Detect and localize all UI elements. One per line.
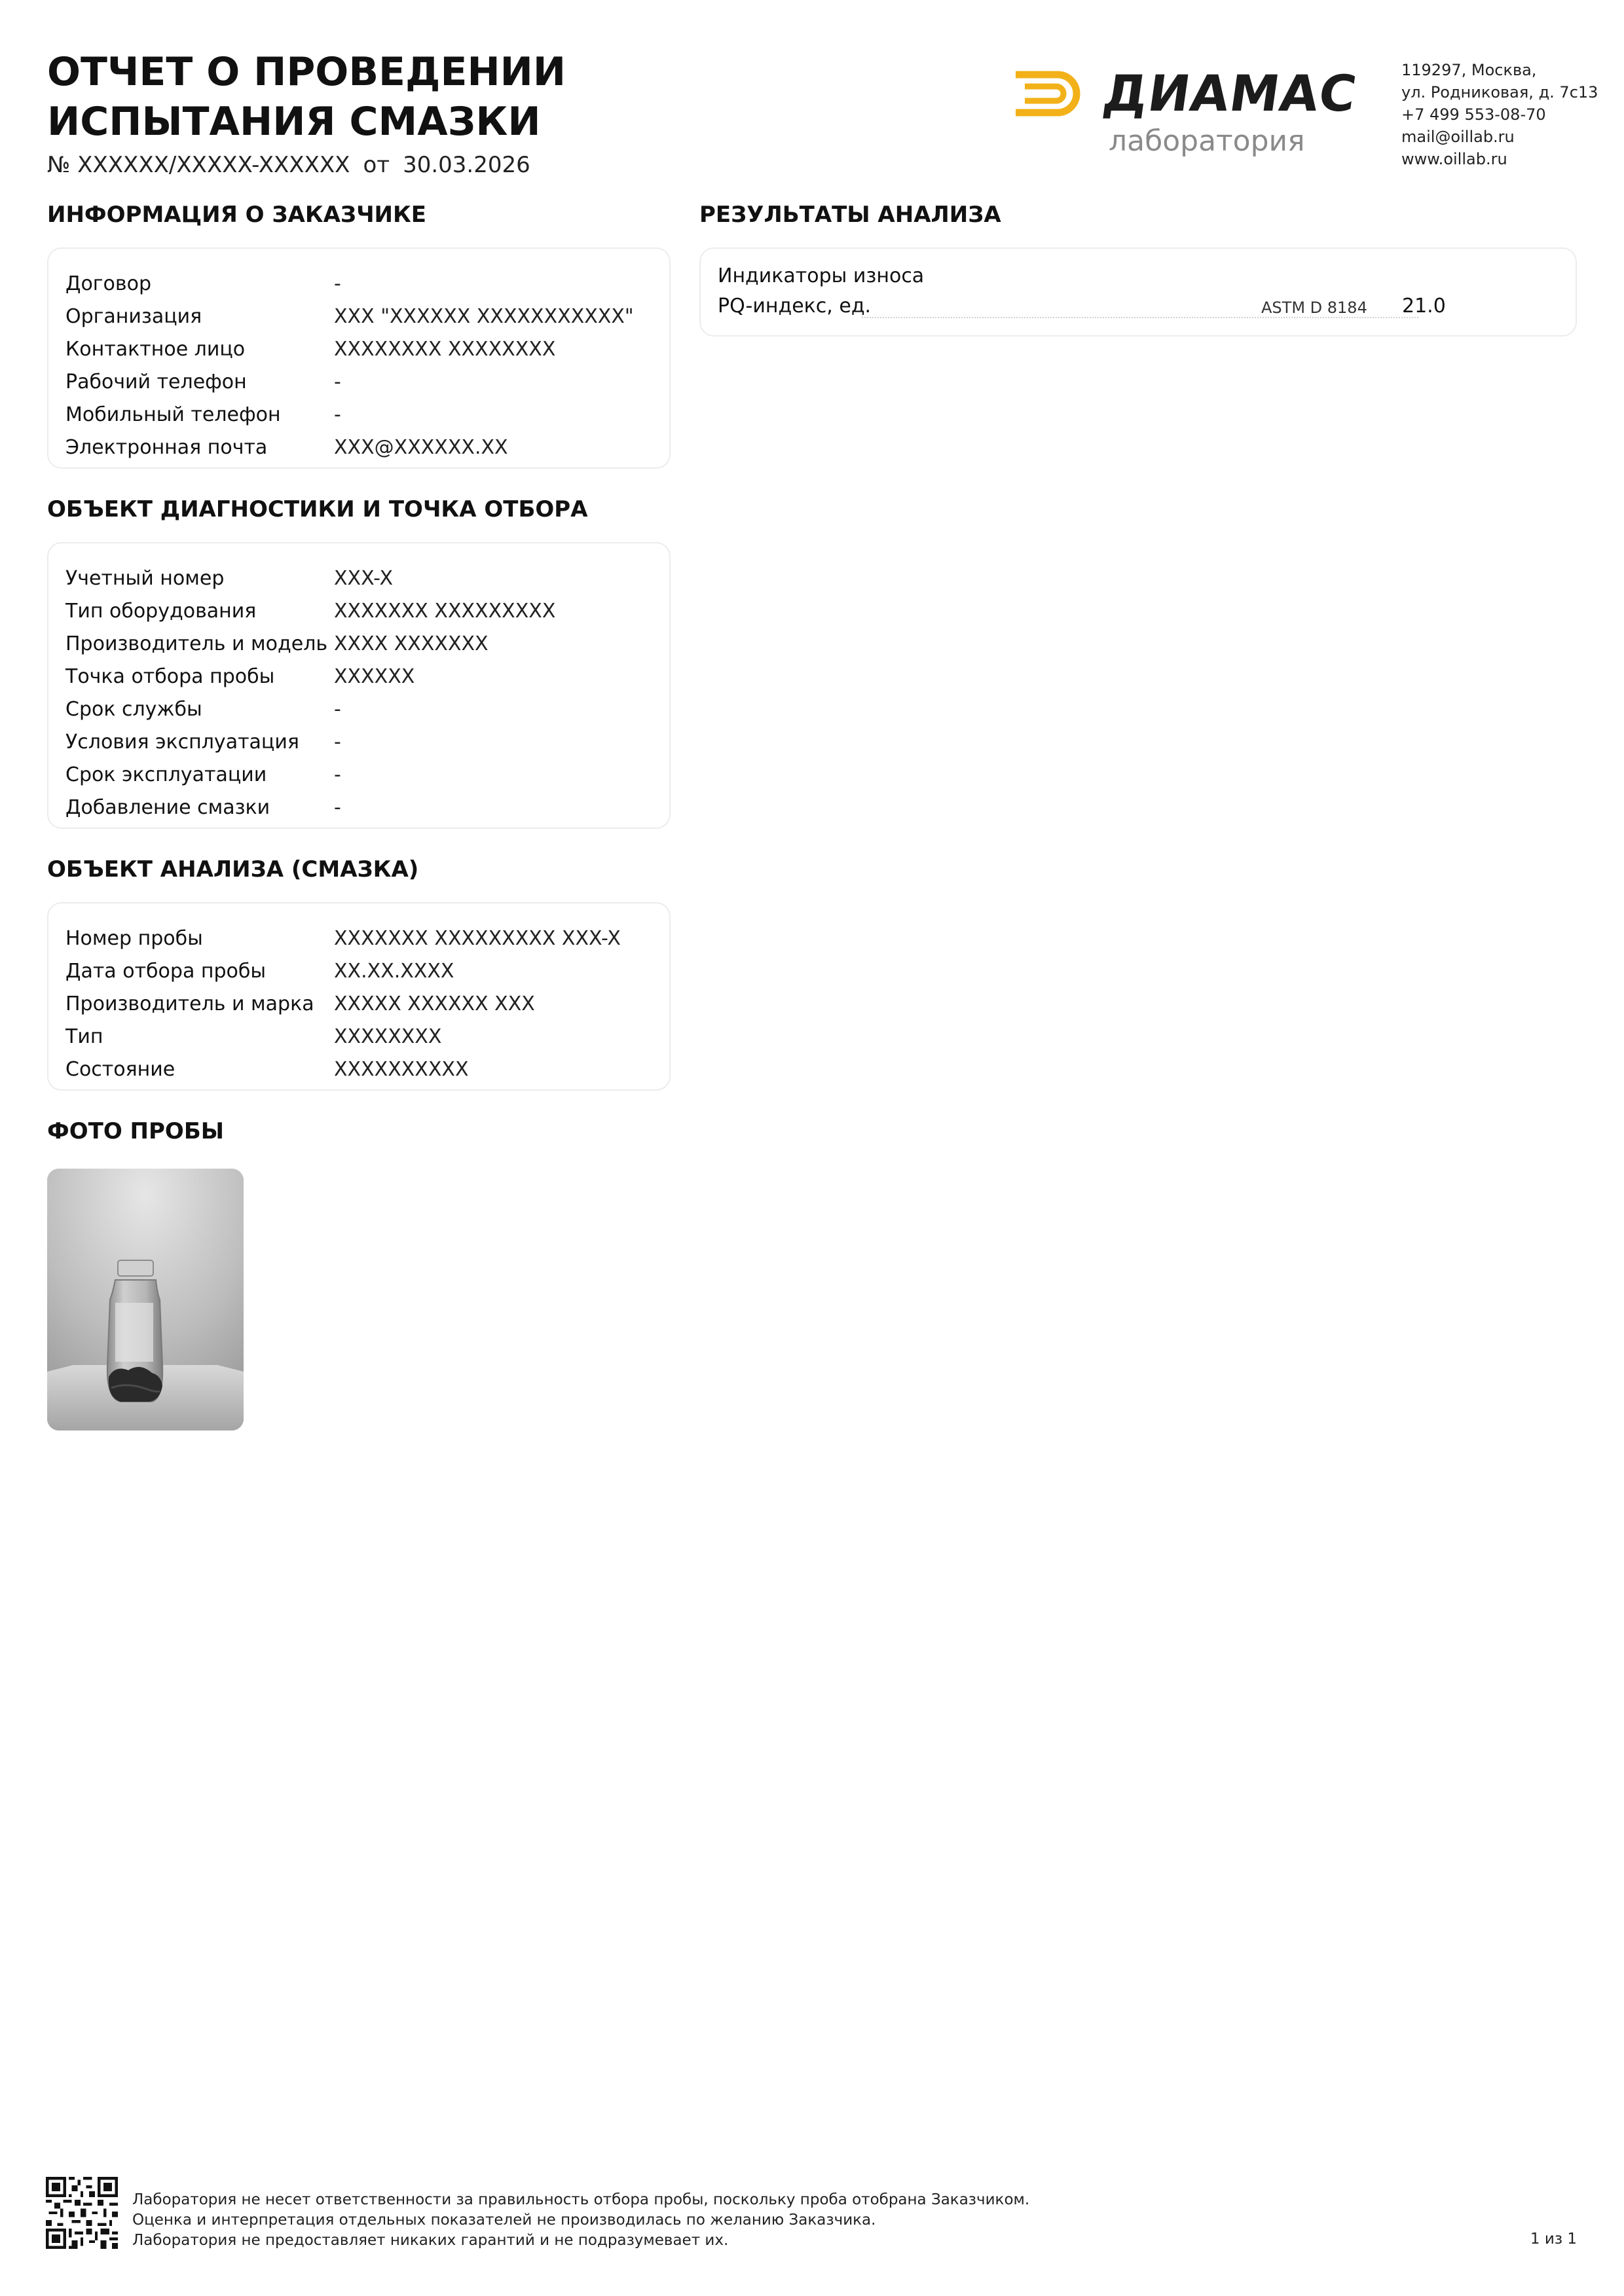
field-label: Мобильный телефон bbox=[65, 403, 281, 426]
field-label: Номер пробы bbox=[65, 926, 203, 950]
equipment-section-title: ОБЪЕКТ ДИАГНОСТИКИ И ТОЧКА ОТБОРА bbox=[47, 496, 588, 522]
results-group-title: Индикаторы износа bbox=[718, 264, 925, 287]
customer-card bbox=[47, 247, 671, 469]
field-label: Точка отбора пробы bbox=[65, 665, 275, 688]
equipment-card bbox=[47, 542, 671, 829]
photo-section-title: ФОТО ПРОБЫ bbox=[47, 1118, 224, 1144]
disclaimer-line3: Лаборатория не предоставляет никаких гарантий и не подразумевает их. bbox=[132, 2232, 729, 2249]
field-label: Договор bbox=[65, 272, 151, 295]
field-value: XXXXXX bbox=[334, 665, 415, 688]
field-label: Производитель и марка bbox=[65, 992, 314, 1015]
field-label: Учетный номер bbox=[65, 566, 225, 590]
equipment-row bbox=[65, 660, 555, 693]
report-title bbox=[47, 47, 767, 147]
field-value: - bbox=[334, 763, 341, 786]
field-value: XXX "XXXXXX XXXXXXXXXXX" bbox=[334, 304, 634, 328]
field-label: Производитель и модель bbox=[65, 632, 328, 655]
contact-email: mail@oillab.ru bbox=[1401, 128, 1515, 146]
field-value: XXXXXXX XXXXXXXXX bbox=[334, 599, 556, 623]
field-value: - bbox=[334, 795, 341, 819]
equipment-row bbox=[65, 693, 555, 725]
field-label: Организация bbox=[65, 304, 202, 328]
result-name: PQ-индекс, ед. bbox=[718, 295, 872, 318]
report-number bbox=[47, 152, 544, 178]
result-value: 21.0 bbox=[1402, 295, 1446, 318]
field-value: XX.XX.XXXX bbox=[334, 959, 454, 983]
field-label: Контактное лицо bbox=[65, 337, 246, 361]
logo-subtitle: лаборатория bbox=[1109, 124, 1305, 158]
field-value: XXXXXXXXXX bbox=[334, 1057, 469, 1081]
result-row bbox=[718, 295, 1589, 322]
field-value: - bbox=[334, 697, 341, 721]
field-value: - bbox=[334, 272, 341, 295]
result-leader-dots bbox=[862, 317, 1418, 318]
report-date: 30.03.2026 bbox=[403, 152, 530, 178]
results-section-title: РЕЗУЛЬТАТЫ АНАЛИЗА bbox=[699, 202, 1001, 228]
sample-bottle-image bbox=[47, 1169, 244, 1430]
field-label: Тип оборудования bbox=[65, 599, 257, 623]
customer-row bbox=[65, 365, 634, 398]
sample-section-title: ОБЪЕКТ АНАЛИЗА (СМАЗКА) bbox=[47, 856, 419, 883]
contact-address-line1: 119297, Москва, bbox=[1401, 61, 1537, 79]
field-value: XXXXX XXXXXX XXX bbox=[334, 992, 535, 1015]
field-value: - bbox=[334, 730, 341, 754]
field-label: Срок службы bbox=[65, 697, 202, 721]
contact-address-line2: ул. Родниковая, д. 7с13 bbox=[1401, 83, 1598, 101]
disclaimer-line1: Лаборатория не несет ответственности за правильность отбора пробы, поскольку проба отобрана Заказчиком. bbox=[132, 2191, 1030, 2208]
field-label: Состояние bbox=[65, 1057, 175, 1081]
sample-card bbox=[47, 902, 671, 1091]
report-date-prefix: от bbox=[363, 152, 390, 178]
contact-website: www.oillab.ru bbox=[1401, 150, 1507, 168]
customer-row bbox=[65, 267, 634, 300]
sample-row bbox=[65, 1053, 621, 1085]
field-label: Тип bbox=[65, 1025, 103, 1048]
result-method: ASTM D 8184 bbox=[1261, 299, 1367, 317]
page-number: 1 из 1 bbox=[1530, 2231, 1577, 2248]
field-label: Условия эксплуатация bbox=[65, 730, 299, 754]
sample-row bbox=[65, 955, 621, 987]
report-title-line1: ОТЧЕТ О ПРОВЕДЕНИИ bbox=[47, 49, 566, 95]
company-logo bbox=[1012, 64, 1378, 162]
field-value: XXXXXXXX bbox=[334, 1025, 442, 1048]
disclaimer bbox=[132, 2190, 1029, 2251]
field-label: Срок эксплуатации bbox=[65, 763, 267, 786]
report-number-value: № XXXXXX/XXXXX-XXXXXX bbox=[47, 152, 350, 178]
results-card bbox=[699, 247, 1577, 337]
sample-photo bbox=[47, 1169, 244, 1430]
lab-contacts bbox=[1401, 59, 1598, 170]
qr-code-icon bbox=[46, 2177, 118, 2249]
field-value: - bbox=[334, 370, 341, 393]
equipment-row bbox=[65, 627, 555, 660]
equipment-row bbox=[65, 725, 555, 758]
equipment-row bbox=[65, 791, 555, 824]
customer-section-title: ИНФОРМАЦИЯ О ЗАКАЗЧИКЕ bbox=[47, 202, 427, 228]
equipment-row bbox=[65, 758, 555, 791]
customer-row bbox=[65, 398, 634, 431]
field-label: Дата отбора пробы bbox=[65, 959, 267, 983]
disclaimer-line2: Оценка и интерпретация отдельных показателей не производилась по желанию Заказчика. bbox=[132, 2212, 876, 2229]
customer-row bbox=[65, 333, 634, 365]
equipment-row bbox=[65, 594, 555, 627]
field-value: XXXXXXXX XXXXXXXX bbox=[334, 337, 556, 361]
field-value: XXXXXXX XXXXXXXXX XXX-X bbox=[334, 926, 621, 950]
field-label: Электронная почта bbox=[65, 435, 268, 459]
sample-row bbox=[65, 987, 621, 1020]
customer-row bbox=[65, 300, 634, 333]
field-value: XXX@XXXXXX.XX bbox=[334, 435, 508, 459]
equipment-row bbox=[65, 562, 555, 594]
sample-row bbox=[65, 1020, 621, 1053]
field-label: Рабочий телефон bbox=[65, 370, 247, 393]
report-title-line2: ИСПЫТАНИЯ СМАЗКИ bbox=[47, 99, 541, 145]
field-value: - bbox=[334, 403, 341, 426]
contact-phone: +7 499 553-08-70 bbox=[1401, 105, 1546, 124]
sample-row bbox=[65, 922, 621, 955]
logo-mark-icon bbox=[1012, 71, 1090, 117]
customer-row bbox=[65, 431, 634, 464]
field-value: XXX-X bbox=[334, 566, 394, 590]
field-label: Добавление смазки bbox=[65, 795, 270, 819]
logo-name: ДИАМАС bbox=[1099, 64, 1361, 122]
field-value: XXXX XXXXXXX bbox=[334, 632, 489, 655]
